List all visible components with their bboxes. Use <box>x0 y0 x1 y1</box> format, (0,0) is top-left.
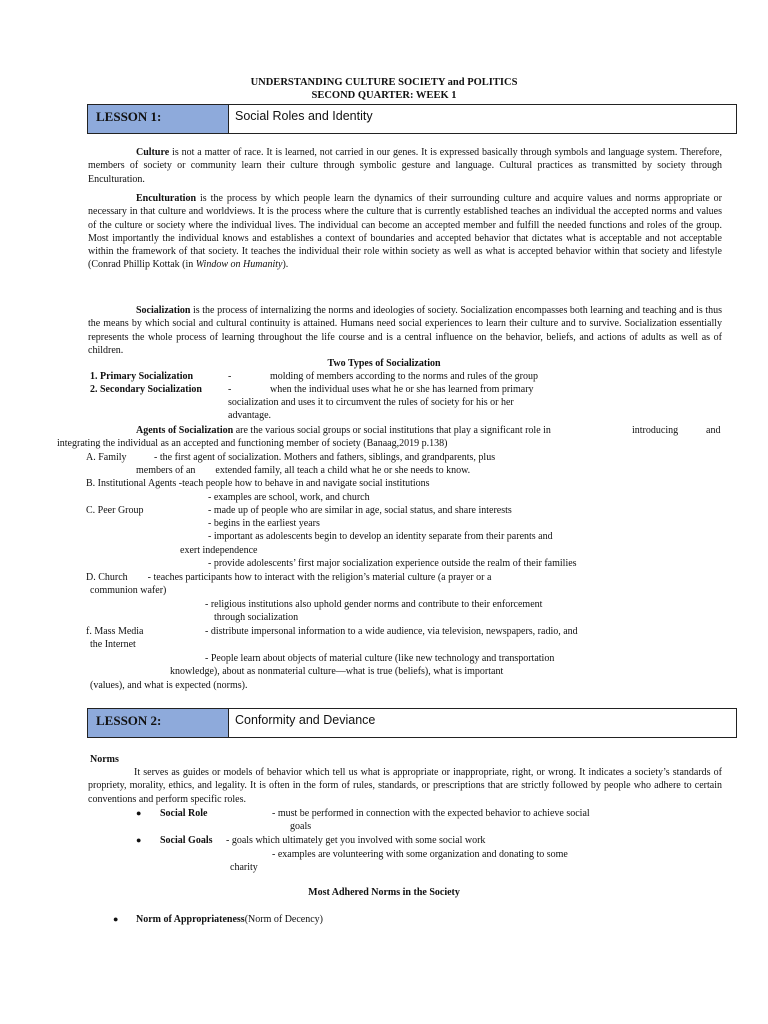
agents-line-1-text: are the various social groups or social institutions that play a significant role in <box>233 425 551 436</box>
secondary-label: 2. Secondary Socialization <box>90 384 202 395</box>
lesson-1-title: Social Roles and Identity <box>235 109 373 123</box>
social-role-line-1: - must be performed in connection with the expected behavior to achieve social <box>272 808 590 819</box>
lesson-1-number: LESSON 1: <box>88 105 229 133</box>
social-goals-label: Social Goals <box>160 835 213 846</box>
document-subtitle: SECOND QUARTER: WEEK 1 <box>311 90 457 101</box>
appropriateness-note: (Norm of Decency) <box>244 914 323 925</box>
appropriateness-label: Norm of Appropriateness <box>136 914 245 925</box>
agents-term: Agents of Socialization <box>136 425 234 436</box>
appropriateness-item <box>136 913 323 926</box>
bullet-icon: ● <box>136 835 142 845</box>
social-goals-line-1: - goals which ultimately get you involved with some social work <box>226 835 486 846</box>
bullet-icon: ● <box>136 808 142 818</box>
institutional-line-1: B. Institutional Agents -teach people how to behave in and navigate social institutions <box>86 478 430 489</box>
agents-line-2: integrating the individual as an accepted and functioning member of society (Banaag,2019 p.138) <box>57 438 448 449</box>
media-label: f. Mass Media <box>86 626 144 637</box>
enculturation-source: Window on Humanity <box>195 259 283 271</box>
primary-text: molding of members according to the norms and rules of the group <box>270 371 538 382</box>
church-line-4: through socialization <box>214 612 299 623</box>
agents-line-1-c: and <box>706 425 721 436</box>
peer-line-1: - made up of people who are similar in age, social status, and share interests <box>208 505 512 516</box>
church-line-3: - religious institutions also uphold gender norms and contribute to their enforcement <box>205 599 543 610</box>
secondary-text-3: advantage. <box>228 410 272 421</box>
primary-label: 1. Primary Socialization <box>90 371 194 382</box>
culture-term: Culture <box>136 147 170 158</box>
lesson-2-title: Conformity and Deviance <box>235 713 376 727</box>
lesson-2-number: LESSON 2: <box>88 709 229 737</box>
institutional-line-2: - examples are school, work, and church <box>208 492 370 503</box>
secondary-text-1: when the individual uses what he or she has learned from primary <box>270 384 534 395</box>
enculturation-term: Enculturation <box>136 193 197 204</box>
peer-line-5: - provide adolescents’ first major socialization experience outside the realm of their families <box>208 558 577 569</box>
media-line-1: - distribute impersonal information to a wide audience, via television, newspapers, radio, and <box>205 626 578 637</box>
media-line-4: knowledge), about as nonmaterial culture—what is true (beliefs), what is important <box>170 666 504 677</box>
socialization-text: is the process of internalizing the norms and ideologies of society. Socialization encompasses both learning and teaching and is thus the means by which social and cultural continuity is attained. Humans need social experiences to learn their culture and to survive. Socialization essentially represents the whole process of learning throughout the life course and is a central influence on the behavior, beliefs, and actions of adults as well as of children. <box>88 305 722 356</box>
peer-line-2: - begins in the earliest years <box>208 518 320 529</box>
agents-line-1-b: introducing <box>632 425 679 436</box>
secondary-dash: - <box>228 384 232 395</box>
social-role-line-2: goals <box>290 821 312 832</box>
enculturation-paragraph <box>88 192 722 272</box>
family-line-2: members of an extended family, all teach a child what he or she needs to know. <box>136 465 471 476</box>
socialization-paragraph <box>88 304 722 357</box>
norms-paragraph: It serves as guides or models of behavior which tell us what is appropriate or inappropriate, right, or wrong. It indicates a society’s standards of propriety, morality, ethics, and legality. It is often in the form of rules, standards, or prescriptions that are strictly followed by people who adhere to certain conventions and perform specific roles. <box>88 767 722 805</box>
culture-text: is not a matter of race. It is learned, not carried in our genes. It is expressed basically through symbols and language system. Therefore, members of society or community learn their culture through symbolic gesture and language. Cultural practices as transmitted by society through Enculturation. <box>88 147 722 185</box>
agents-line-1 <box>136 424 551 437</box>
lesson-2-banner <box>87 708 737 738</box>
lesson-1-banner <box>87 104 737 134</box>
secondary-text-2: socialization and uses it to circumvent the rules of society for his or her <box>228 397 514 408</box>
peer-label: C. Peer Group <box>86 505 144 516</box>
bullet-icon: ● <box>113 914 119 924</box>
primary-dash: - <box>228 371 232 382</box>
norms-heading: Norms <box>90 754 119 765</box>
church-line-1: D. Church - teaches participants how to interact with the religion’s material culture (a prayer or a <box>86 572 492 583</box>
media-line-5: (values), and what is expected (norms). <box>90 680 248 691</box>
enculturation-end: ). <box>282 259 289 271</box>
family-line-1: A. Family - the first agent of socialization. Mothers and fathers, siblings, and grandparents, plus <box>86 452 496 463</box>
social-role-label: Social Role <box>160 808 208 819</box>
types-heading: Two Types of Socialization <box>327 358 441 369</box>
social-goals-line-3: charity <box>230 862 258 873</box>
adhered-norms-heading: Most Adhered Norms in the Society <box>308 887 460 898</box>
document-title: UNDERSTANDING CULTURE SOCIETY and POLITICS <box>250 77 518 88</box>
culture-paragraph <box>88 146 722 186</box>
peer-line-3: - important as adolescents begin to develop an identity separate from their parents and <box>208 531 553 542</box>
media-line-2: the Internet <box>90 639 136 650</box>
church-line-2: communion wafer) <box>90 585 167 596</box>
media-line-3: - People learn about objects of material culture (like new technology and transportation <box>205 653 555 664</box>
peer-line-4: exert independence <box>180 545 258 556</box>
social-goals-line-2: - examples are volunteering with some organization and donating to some <box>272 849 568 860</box>
socialization-term: Socialization <box>136 305 191 316</box>
enculturation-text: is the process by which people learn the dynamics of their surrounding culture and acquire values and norms appropriate or necessary in that culture and worldviews. It is the process where the culture that is currently established teaches an individual the accepted norms and values of the culture or society where the individual lives. The individual can become an accepted member and fulfill the needed functions and roles of the group. Most importantly the individual knows and establishes a context of boundaries and accepted behavior that dictates what is acceptable and not acceptable within the framework of that society. It teaches the individual their role within society as well as what is accepted behavior within that society and lifestyle (Conrad Phillip Kottak (in <box>88 193 722 271</box>
